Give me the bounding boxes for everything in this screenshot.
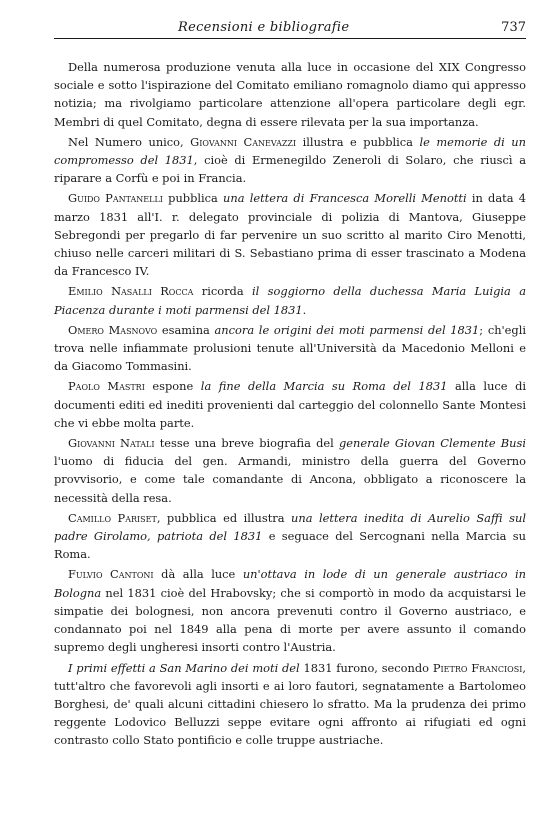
paragraph-text: tesse una breve biografia del [154,436,339,451]
paragraph-text: pubblica [162,191,224,206]
author-name: Omero Masnovo [68,322,158,337]
author-name: Giovanni Canevazzi [190,134,297,149]
paragraph-text: illustra e pubblica [296,134,420,149]
header-rule [54,38,526,39]
work-title: ancora le origini dei moti parmensi del 1831 [214,322,480,337]
paragraph-text: nel 1831 cioè del Hrabovsky; che si comportò in modo da acquistarsi le simpatie dei bolognesi, non ancora prevenuti contro il Governo austriaco, e condannato poi nel 1849 alla pena di morte per avere assunto il comando supremo degli ungheresi insorti contro l'Austria. [54,585,526,655]
work-title: il soggiorno della duchessa Maria Luigia a Piacenza durante i moti parmensi del 1831 [54,284,526,317]
paragraph-text: ricorda [193,284,252,299]
paragraph [54,434,526,507]
paragraph [54,133,526,188]
author-name: Pietro Franciosi [432,660,523,675]
paragraph-text: espone [144,379,201,394]
paragraph [54,659,526,750]
paragraph [54,565,526,656]
document-body [54,58,526,750]
paragraph-text: e seguace del Sercognani nella Marcia su Roma. [54,529,526,562]
work-title: una lettera inedita di Aurelio Saffi sul padre Girolamo, patriota del 1831 [54,510,526,544]
paragraph-text: , pubblica ed illustra [156,510,292,525]
paragraph-text: esamina [157,322,215,337]
paragraph [54,321,526,376]
paragraph-text: , tutt'altro che favorevoli agli insorti e ai loro fautori, segnatamente a Bartolomeo Borghesi, de' quali alcuni cittadini chiesero lo sfratto. Ma la prudenza dei primo reggente Lodovico Belluzzi seppe evitare ogni affronto ai rifugiati ed ogni contrasto collo Stato pontificio e colle truppe austriache. [54,660,527,748]
paragraph-text: in data 4 marzo 1831 all'I. r. delegato provinciale di polizia di Mantova, Giuseppe Sebregondi per pregarlo di far pervenire un suo scritto al marito Ciro Menotti, chiuso nelle carceri militari di S. Sebastiano prima di esser trascinato a Modena da Francesco IV. [54,191,526,279]
paragraph-text: alla luce di documenti editi ed inediti provenienti dal carteggio del colonnello Sante Montesi che vi ebbe molta parte. [54,379,527,430]
paragraph-text: dà alla luce [153,567,243,582]
work-title: una lettera di Francesca Morelli Menotti [223,191,467,206]
author-name: Giovanni Natali [68,436,155,451]
work-title: la fine della Marcia su Roma del 1831 [200,379,448,394]
author-name: Camillo Pariset [68,510,157,525]
paragraph [54,58,526,131]
paragraph [54,377,526,432]
work-title: generale Giovan Clemente Busi [339,436,526,451]
paragraph-text: 1831 furono, secondo [299,660,433,675]
page-header [54,16,526,36]
paragraph-text: Nel Numero unico, [68,134,191,149]
paragraph-text: l'uomo di fiducia del gen. Armandi, ministro della guerra del Governo provvisorio, e come tale comandante di Ancona, obbligato a riconoscere la necessità della resa. [54,454,526,505]
paragraph [54,282,526,318]
paragraph-text: . [302,302,307,317]
running-title: Recensioni e bibliografie [178,20,350,35]
page-number: 737 [501,20,526,35]
author-name: Guido Pantanelli [68,191,163,206]
paragraph [54,509,526,564]
paragraph-text: ; ch'egli trova nelle infiammate prolusioni tenute all'Università da Macedonio Melloni e da Giacomo Tommasini. [54,322,526,374]
work-title: un'ottava in lode di un generale austriaco in Bologna [54,567,526,600]
paragraph-text: Della numerosa produzione venuta alla luce in occasione del XIX Congresso sociale e sotto l'ispirazione del Comitato emiliano romagnolo diamo qui appresso notizia; ma rivolgiamo particolare attenzione all'opera particolare degli egr. Membri di quel Comitato, degna di essere rilevata per la sua importanza. [54,60,526,129]
work-title: I primi effetti a San Marino dei moti del [68,660,300,675]
author-name: Paolo Mastri [68,379,145,394]
work-title: le memorie di un compromesso del 1831 [54,134,526,168]
paragraph-text: , cioè di Ermenegildo Zeneroli di Solaro, che riuscì a riparare a Corfù e poi in Francia. [54,153,526,186]
author-name: Fulvio Cantoni [68,567,154,582]
paragraph [54,189,526,280]
author-name: Emilio Nasalli Rocca [68,284,194,299]
